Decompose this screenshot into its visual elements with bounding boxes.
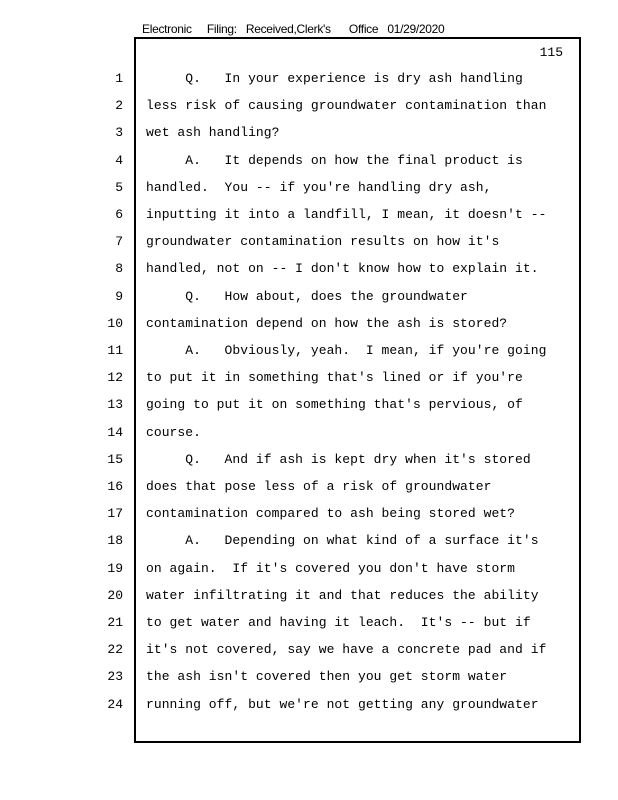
transcript-line-text: running off, but we're not getting any groundwater [146, 697, 539, 712]
line-number: 24 [107, 697, 123, 712]
transcript-line-text: course. [146, 425, 201, 440]
transcript-line-text: A. Obviously, yeah. I mean, if you're going [146, 343, 547, 358]
transcript-line-text: handled. You -- if you're handling dry ash, [146, 180, 492, 195]
line-number: 13 [107, 397, 123, 412]
transcript-line-text: handled, not on -- I don't know how to explain it. [146, 261, 539, 276]
transcript-line-text: to get water and having it leach. It's -- but if [146, 615, 531, 630]
transcript-line-text: groundwater contamination results on how it's [146, 234, 500, 249]
transcript-line-text: inputting it into a landfill, I mean, it doesn't -- [146, 207, 547, 222]
line-number: 15 [107, 452, 123, 467]
transcript-line-text: Q. How about, does the groundwater [146, 289, 468, 304]
transcript-line-text: water infiltrating it and that reduces the ability [146, 588, 539, 603]
transcript-line-text: A. It depends on how the final product is [146, 153, 523, 168]
filing-stamp-header: Electronic Filing: Received,Clerk's Office 01/29/2020 [142, 22, 445, 36]
transcript-line-text: wet ash handling? [146, 125, 280, 140]
line-number: 22 [107, 642, 123, 657]
transcript-line-text: Q. And if ash is kept dry when it's stored [146, 452, 531, 467]
line-number: 14 [107, 425, 123, 440]
transcript-line-text: does that pose less of a risk of groundwater [146, 479, 492, 494]
line-number: 2 [115, 98, 123, 113]
line-number: 23 [107, 669, 123, 684]
transcript-line-text: to put it in something that's lined or if you're [146, 370, 523, 385]
transcript-line-text: A. Depending on what kind of a surface it's [146, 533, 539, 548]
line-number: 17 [107, 506, 123, 521]
line-number: 9 [115, 289, 123, 304]
page-number: 115 [539, 45, 563, 60]
transcript-line-text: less risk of causing groundwater contamination than [146, 98, 547, 113]
transcript-line-text: the ash isn't covered then you get storm water [146, 669, 508, 684]
line-number: 20 [107, 588, 123, 603]
line-number: 16 [107, 479, 123, 494]
transcript-line-text: going to put it on something that's pervious, of [146, 397, 523, 412]
transcript-line-text: contamination compared to ash being stored wet? [146, 506, 516, 521]
line-number: 19 [107, 561, 123, 576]
line-number: 21 [107, 615, 123, 630]
transcript-line-text: contamination depend on how the ash is stored? [146, 316, 508, 331]
transcript-line-text: on again. If it's covered you don't have storm [146, 561, 516, 576]
line-number: 4 [115, 153, 123, 168]
transcript-line-text: Q. In your experience is dry ash handling [146, 71, 523, 86]
line-number: 18 [107, 533, 123, 548]
line-number: 11 [107, 343, 123, 358]
line-number: 12 [107, 370, 123, 385]
line-number: 8 [115, 261, 123, 276]
line-number: 6 [115, 207, 123, 222]
transcript-page-frame [134, 37, 581, 743]
line-number: 7 [115, 234, 123, 249]
line-number: 3 [115, 125, 123, 140]
transcript-line-text: it's not covered, say we have a concrete pad and if [146, 642, 547, 657]
line-number: 10 [107, 316, 123, 331]
line-number: 5 [115, 180, 123, 195]
line-number: 1 [115, 71, 123, 86]
